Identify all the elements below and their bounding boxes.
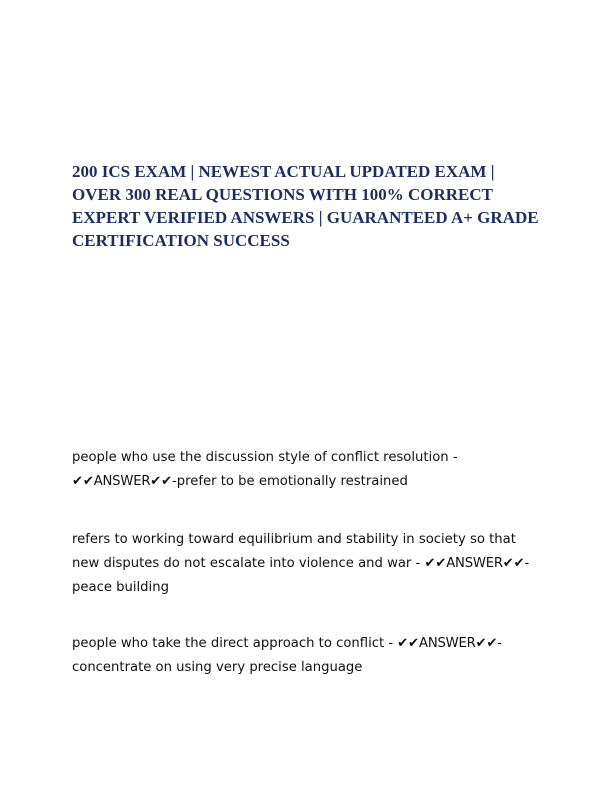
question-text: people who take the direct approach to conflict - [72, 636, 398, 651]
answer-label: ✔✔ANSWER✔✔ [424, 556, 525, 571]
qa-item [72, 632, 540, 680]
qa-item [72, 446, 540, 494]
answer-text: -prefer to be emotionally restrained [172, 474, 408, 489]
question-text: refers to working toward equilibrium and stability in society so that new disputes do not escalate into violence and war - [72, 532, 516, 571]
document-title: 200 ICS EXAM | NEWEST ACTUAL UPDATED EXAM | OVER 300 REAL QUESTIONS WITH 100% CORRECT EXPERT VERIFIED ANSWERS | GUARANTEED A+ GRADE CERTIFICATION SUCCESS [72, 162, 539, 250]
question-text: people who use the discussion style of conflict resolution - [72, 450, 458, 465]
qa-item [72, 528, 540, 600]
answer-text: -peace building [72, 556, 530, 595]
answer-label: ✔✔ANSWER✔✔ [72, 474, 172, 489]
answer-text: -concentrate on using very precise language [72, 636, 503, 675]
answer-label: ✔✔ANSWER✔✔ [397, 636, 498, 651]
